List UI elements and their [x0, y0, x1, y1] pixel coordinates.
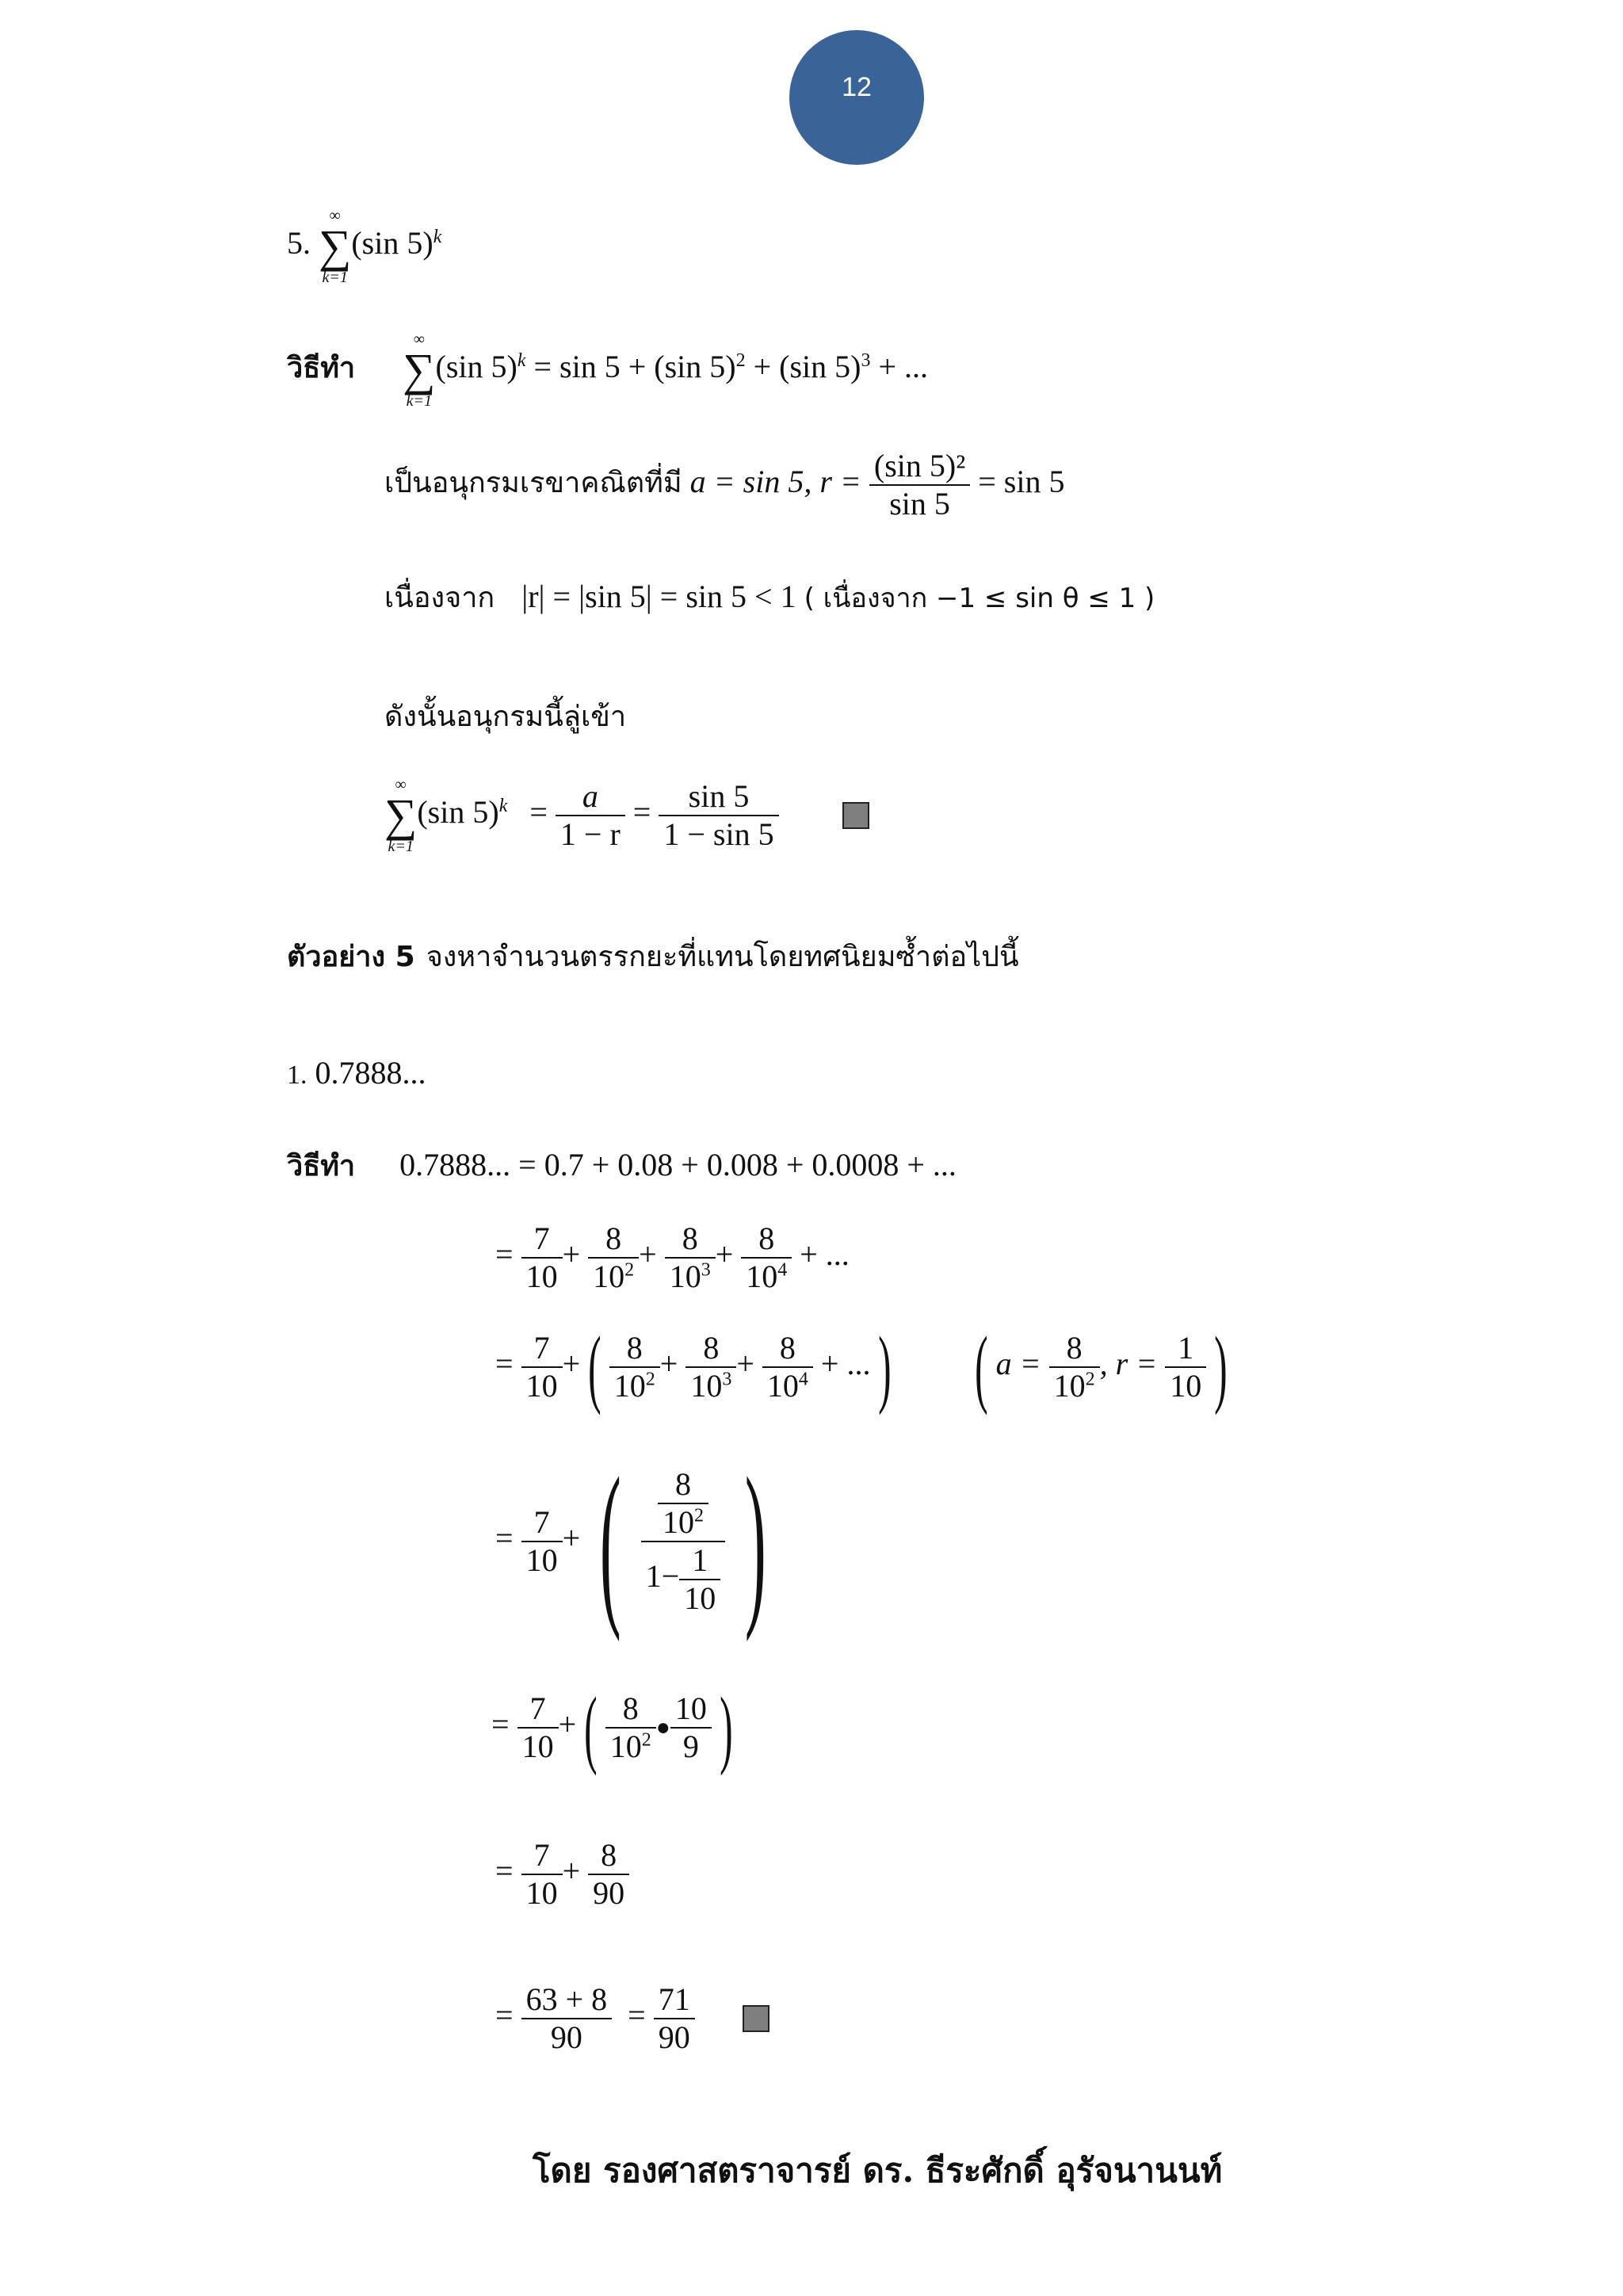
author-footer: โดย รองศาสตราจารย์ ดร. ธีระศักดิ์ อุรัจนานนท์: [533, 2151, 1223, 2190]
solution-1-line-2: = $\frac{7}{10}$ + $\frac{8}{10^2}$ + $\frac{8}{10^3}$ + $\frac{8}{10^4}$ + ...: [495, 1221, 850, 1294]
page-number-badge: 12: [789, 30, 924, 165]
sigma-symbol: ∞ ∑ k=1: [384, 776, 418, 855]
qed-square-icon: [743, 2005, 769, 2032]
sum-result-line: ∞ ∑ k=1(sin 5)$^k$ = $\frac{a}{1 - r}$ = $\frac{\sin 5}{1 - \sin 5}$: [384, 777, 869, 854]
geometric-series-line: เป็นอนุกรมเรขาคณิตที่มี a = sin 5, r = $\frac{\text{(sin 5)²}}{\sin 5}$ = sin 5: [384, 448, 1065, 521]
item-1-heading: 1. 0.7888...: [287, 1055, 426, 1091]
item-number: 5.: [287, 225, 311, 262]
solution-1-line-5: = $\frac{7}{10}$ +( $\frac{8}{10^2}$ ● $\frac{10}{9}$ ): [491, 1679, 733, 1776]
solution-1-line-3: = $\frac{7}{10}$ +( $\frac{8}{10^2}$ + $\frac{8}{10^3}$ + $\frac{8}{10^4}$ + ...): [495, 1319, 892, 1415]
ratio-note: ( a = $\frac{8}{10^2}$ , r = $\frac{1}{10}$ ): [975, 1319, 1228, 1415]
solution-label: วิธีทำ: [287, 352, 356, 385]
solution-1-line-7: = $\frac{63 + 8}{90}$ = $\frac{71}{90}$: [495, 1981, 769, 2056]
qed-square-icon: [842, 802, 869, 829]
example-5-heading: ตัวอย่าง 5 จงหาจำนวนตรรกยะที่แทนโดยทศนิยมซ้ำต่อไปนี้: [287, 941, 1019, 973]
converges-line: ดังนั้นอนุกรมนี้ลู่เข้า: [384, 701, 627, 733]
solution-1-line-6: = $\frac{7}{10}$ + $\frac{8}{90}$: [495, 1837, 629, 1912]
item-5-heading: 5. ∞ ∑ k=1(sin 5)$^k$: [287, 207, 442, 286]
sigma-symbol: ∞ ∑ k=1: [403, 330, 436, 410]
since-line: เนื่องจาก |r| = |sin 5| = sin 5 < 1 ( เนื่องจาก −1 ≤ sin θ ≤ 1 ): [384, 579, 1155, 614]
sigma-symbol: ∞ ∑ k=1: [319, 207, 352, 286]
solution-1-line-1: วิธีทำ 0.7888... = 0.7 + 0.08 + 0.008 + 0.0008 + ...: [287, 1147, 957, 1182]
solution-5-line-1: วิธีทำ ∞ ∑ k=1(sin 5)$^k$ = sin 5 + (sin 5)$^2$ + (sin 5)$^3$ + ...: [287, 330, 929, 410]
solution-1-line-4: = $\frac{7}{10}$ + ( $\frac{8}{10^2}$ 1− $\frac{1}{10}$ ): [495, 1440, 766, 1642]
